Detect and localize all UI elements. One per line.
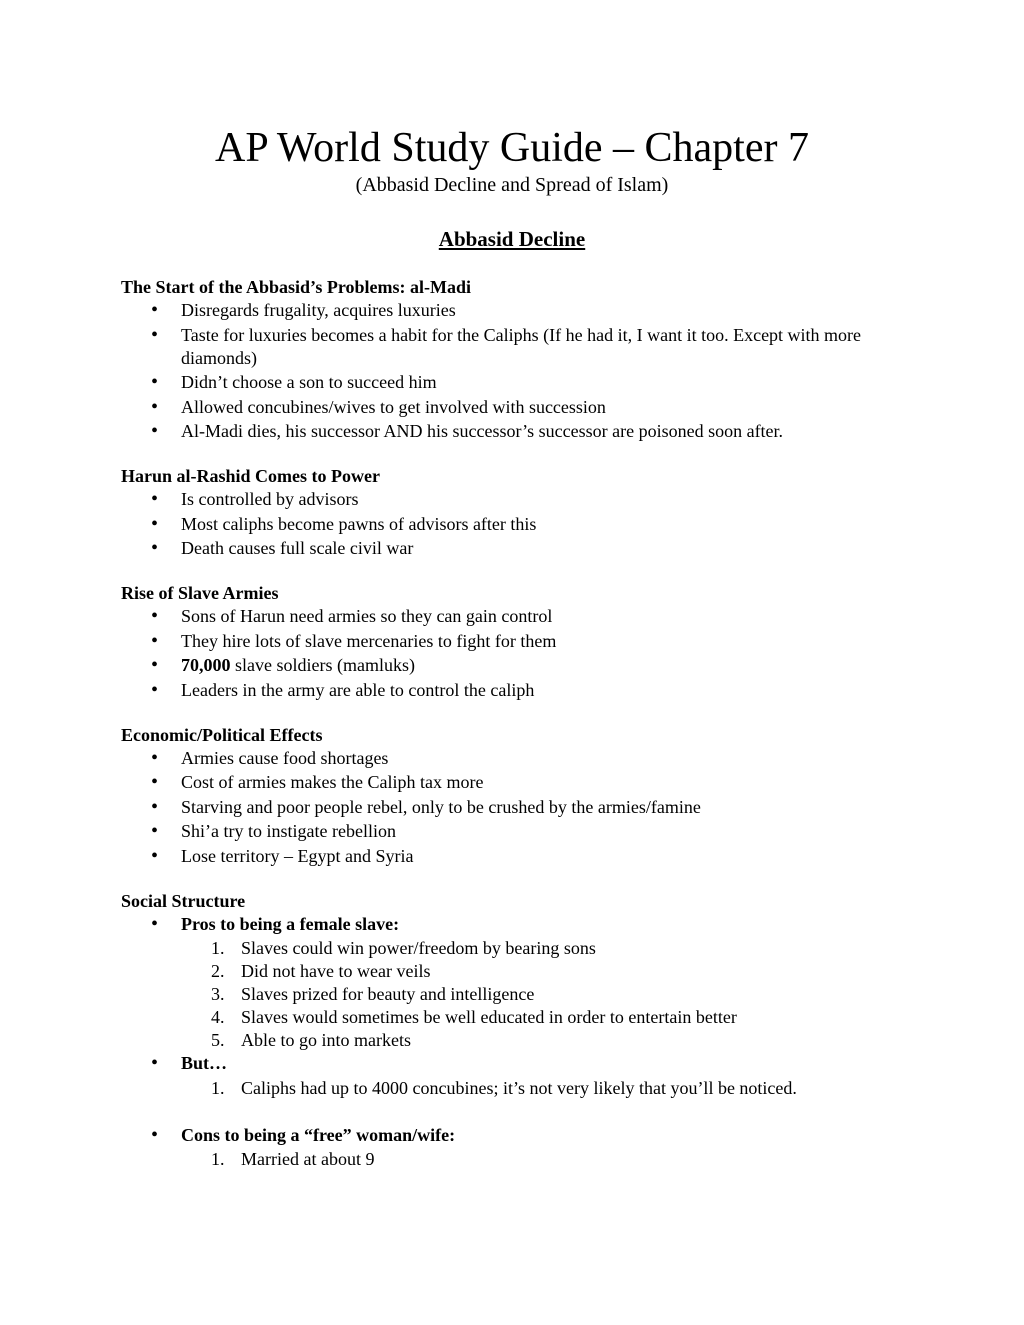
bullet-item: • Sons of Harun need armies so they can gain control	[121, 605, 921, 628]
item-text: Did not have to wear veils	[241, 961, 431, 981]
bullet-item: • Most caliphs become pawns of advisors after this	[121, 513, 921, 536]
item-text: Slaves prized for beauty and intelligence	[241, 984, 535, 1004]
bullet-item: • Disregards frugality, acquires luxuries	[121, 299, 921, 322]
item-number: 3.	[211, 984, 225, 1004]
bullet-item: • Leaders in the army are able to control the caliph	[121, 679, 921, 702]
bullet-item: • Allowed concubines/wives to get involved with succession	[121, 396, 921, 419]
bullet-list	[121, 913, 921, 936]
item-number: 1.	[211, 1077, 225, 1098]
bullet-item: • They hire lots of slave mercenaries to fight for them	[121, 630, 921, 653]
group-label: Pros to being a female slave:	[181, 913, 400, 934]
bullet-list	[121, 488, 921, 560]
bullet-item: • Armies cause food shortages	[121, 747, 921, 770]
bullet-item: • Lose territory – Egypt and Syria	[121, 845, 921, 868]
bullet-item: • Shi’a try to instigate rebellion	[121, 820, 921, 843]
bullet-group	[121, 1124, 921, 1147]
numbered-item	[121, 960, 921, 983]
bullet-item: • Is controlled by advisors	[121, 488, 921, 511]
section-title: Harun al-Rashid Comes to Power	[121, 466, 380, 486]
bullet-item: • Didn’t choose a son to succeed him	[121, 371, 921, 394]
bullet-item: • Starving and poor people rebel, only to be crushed by the armies/famine	[121, 796, 921, 819]
item-text: Slaves could win power/freedom by bearing sons	[241, 938, 596, 958]
bullet-item: • Death causes full scale civil war	[121, 537, 921, 560]
item-number: 1.	[211, 938, 225, 958]
bullet-group	[121, 1052, 921, 1075]
section-title: Rise of Slave Armies	[121, 583, 279, 603]
bullet-item	[121, 654, 921, 677]
section-al-madi	[121, 275, 921, 443]
bullet-list	[121, 1052, 921, 1075]
section-social-structure	[121, 889, 921, 1172]
bullet-list	[121, 299, 921, 443]
document-title: AP World Study Guide – Chapter 7	[215, 125, 809, 171]
item-number: 1.	[211, 1149, 225, 1169]
section-harun	[121, 464, 921, 560]
spacer	[121, 1100, 921, 1124]
document-body	[121, 275, 921, 1171]
item-text: Married at about 9	[241, 1149, 375, 1169]
bullet-item: • Al-Madi dies, his successor AND his successor’s successor are poisoned soon after.	[121, 420, 921, 443]
section-heading: Abbasid Decline	[438, 227, 586, 251]
item-text: Slaves would sometimes be well educated in order to entertain better	[241, 1007, 737, 1027]
bullet-group	[121, 913, 921, 936]
document-subtitle: (Abbasid Decline and Spread of Islam)	[355, 174, 669, 196]
numbered-item	[121, 1029, 921, 1052]
bullet-list	[121, 605, 921, 702]
numbered-list	[121, 937, 921, 1052]
numbered-item	[121, 983, 921, 1006]
section-title: Economic/Political Effects	[121, 724, 323, 745]
item-number: 5.	[211, 1030, 225, 1050]
item-text: slave soldiers (mamluks)	[230, 655, 415, 675]
numbered-list	[121, 1148, 921, 1171]
section-title: The Start of the Abbasid’s Problems: al-Madi	[121, 277, 472, 297]
bold-number: 70,000	[181, 655, 231, 675]
item-number: 2.	[211, 961, 225, 981]
item-text: Caliphs had up to 4000 concubines; it’s not very likely that you’ll be noticed.	[241, 1077, 797, 1098]
section-economic-political	[121, 723, 921, 868]
numbered-item	[121, 1006, 921, 1029]
bullet-item: • Cost of armies makes the Caliph tax more	[121, 771, 921, 794]
group-label: Cons to being a “free” woman/wife:	[181, 1124, 456, 1145]
numbered-item	[121, 937, 921, 960]
numbered-item	[121, 1077, 921, 1100]
item-number: 4.	[211, 1007, 225, 1027]
bullet-list	[121, 1124, 921, 1147]
section-title: Social Structure	[121, 890, 246, 911]
group-label: But…	[181, 1053, 228, 1073]
item-text: Able to go into markets	[241, 1030, 411, 1050]
numbered-item	[121, 1148, 921, 1171]
bullet-item: • Taste for luxuries becomes a habit for the Caliphs (If he had it, I want it too. Except with more diamonds)	[121, 324, 921, 370]
section-slave-armies	[121, 581, 921, 702]
numbered-list	[121, 1077, 921, 1100]
bullet-list	[121, 747, 921, 868]
